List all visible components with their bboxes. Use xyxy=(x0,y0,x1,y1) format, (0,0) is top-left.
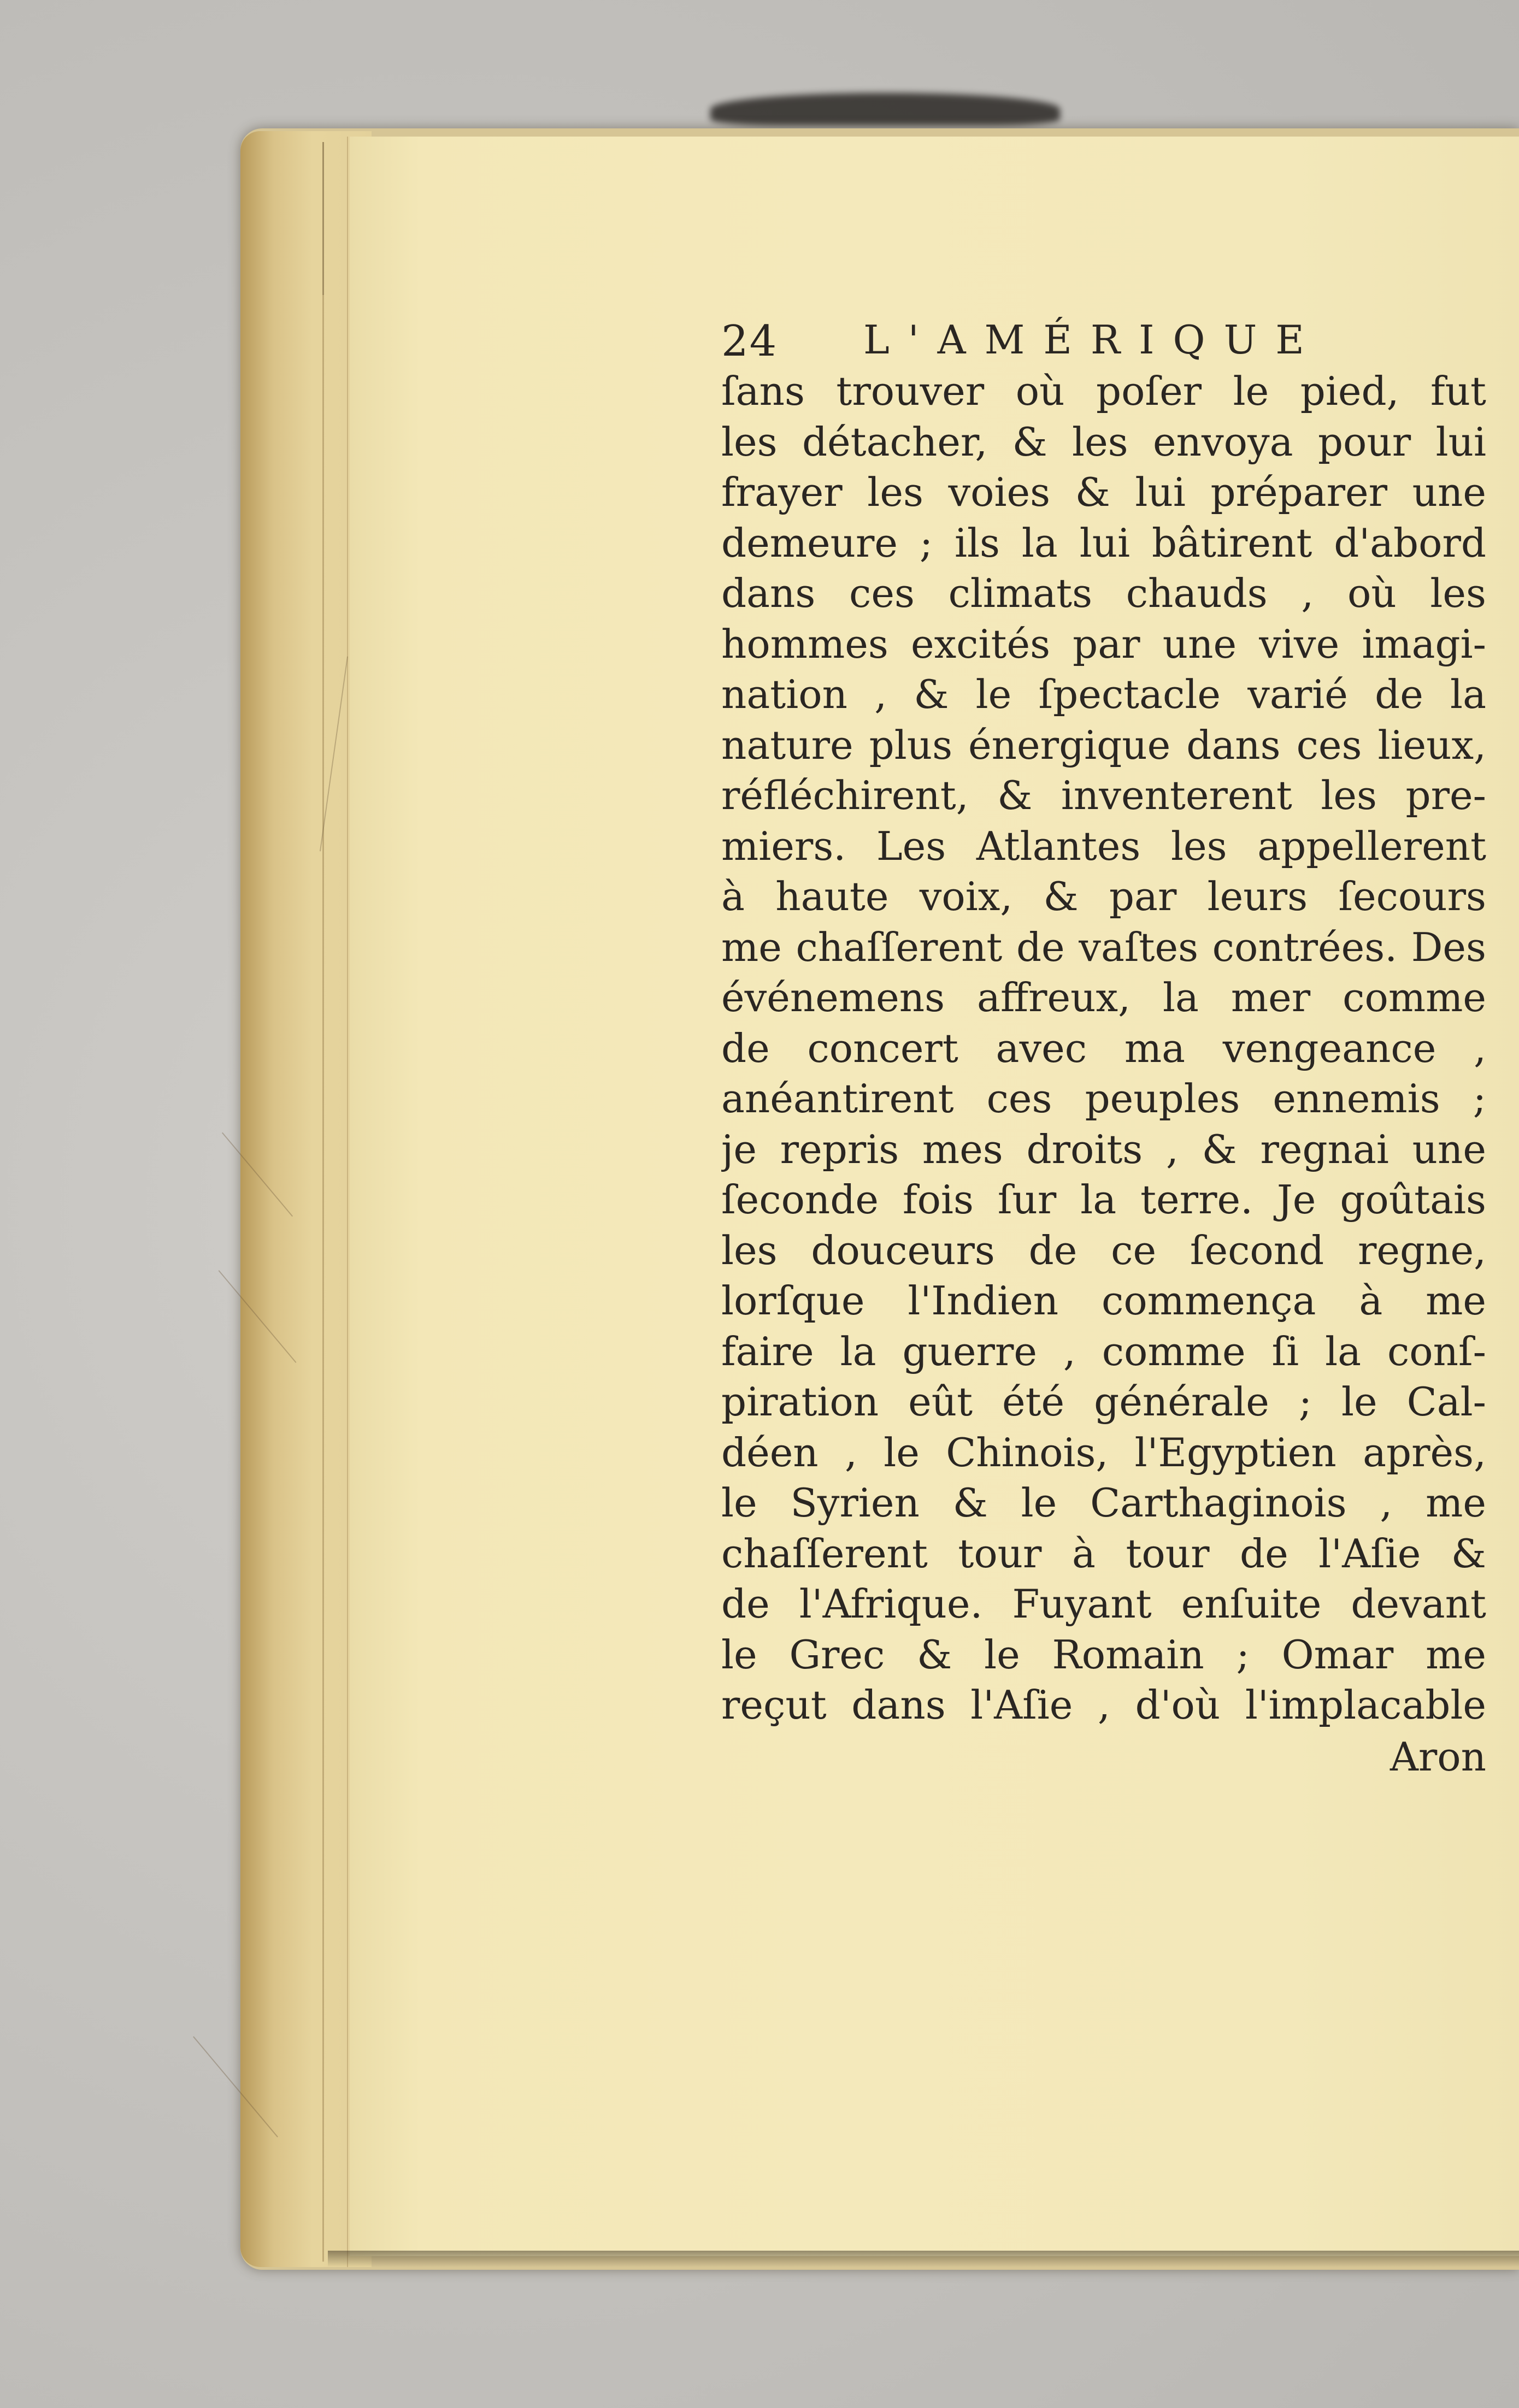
text-line: nature plus énergique dans ces lieux, xyxy=(721,722,1486,768)
text-line: je repris mes droits , & regnai une xyxy=(721,1126,1486,1172)
body-text xyxy=(721,366,1486,1731)
text-line: miers. Les Atlantes les appellerent xyxy=(721,823,1486,869)
text-line: demeure ; ils la lui bâtirent d'abord xyxy=(721,520,1486,566)
catchword: Aron xyxy=(1390,1733,1486,1780)
text-line: me chaſſerent de vaſtes contrées. Des xyxy=(721,924,1486,970)
text-line: de l'Afrique. Fuyant enſuite devant xyxy=(721,1581,1486,1627)
text-line: ſans trouver où poſer le pied, fut xyxy=(721,368,1486,414)
text-line: anéantirent ces peuples ennemis ; xyxy=(721,1076,1486,1122)
text-line: faire la guerre , comme ſi la conſ- xyxy=(721,1328,1486,1374)
text-line: déen , le Chinois, l'Egyptien après, xyxy=(721,1429,1486,1476)
text-line: reçut dans l'Aſie , d'où l'implacable xyxy=(721,1682,1486,1728)
text-line: le Grec & le Romain ; Omar me xyxy=(721,1631,1486,1678)
text-line: frayer les voies & lui préparer une xyxy=(721,469,1486,515)
text-line: réfléchirent, & inventerent les pre- xyxy=(721,772,1486,818)
text-line: chaſſerent tour à tour de l'Aſie & xyxy=(721,1530,1486,1577)
page-bottom-shadow xyxy=(328,2251,1519,2267)
text-line: nation , & le ſpectacle varié de la xyxy=(721,671,1486,717)
text-line: de concert avec ma vengeance , xyxy=(721,1025,1486,1071)
text-line: dans ces climats chauds , où les xyxy=(721,570,1486,616)
text-line: les détacher, & les envoya pour lui xyxy=(721,418,1486,465)
text-line: les douceurs de ce ſecond regne, xyxy=(721,1227,1486,1273)
text-line: piration eût été générale ; le Cal- xyxy=(721,1379,1486,1425)
text-line: hommes excités par une vive imagi- xyxy=(721,621,1486,667)
page-number: 24 xyxy=(721,317,778,366)
text-line: à haute voix, & par leurs ſecours xyxy=(721,874,1486,919)
text-line: le Syrien & le Carthaginois , me xyxy=(721,1480,1486,1526)
running-head xyxy=(721,306,1486,366)
text-line: événemens affreux, la mer comme xyxy=(721,975,1486,1020)
running-title: L'AMÉRIQUE xyxy=(863,317,1323,363)
edge-crease xyxy=(322,142,324,295)
text-block xyxy=(721,306,1486,1782)
binding-shadow xyxy=(710,93,1060,126)
text-line: lorſque l'Indien commença à me xyxy=(721,1278,1486,1324)
text-line: ſeconde fois ſur la terre. Je goûtais xyxy=(721,1177,1486,1223)
